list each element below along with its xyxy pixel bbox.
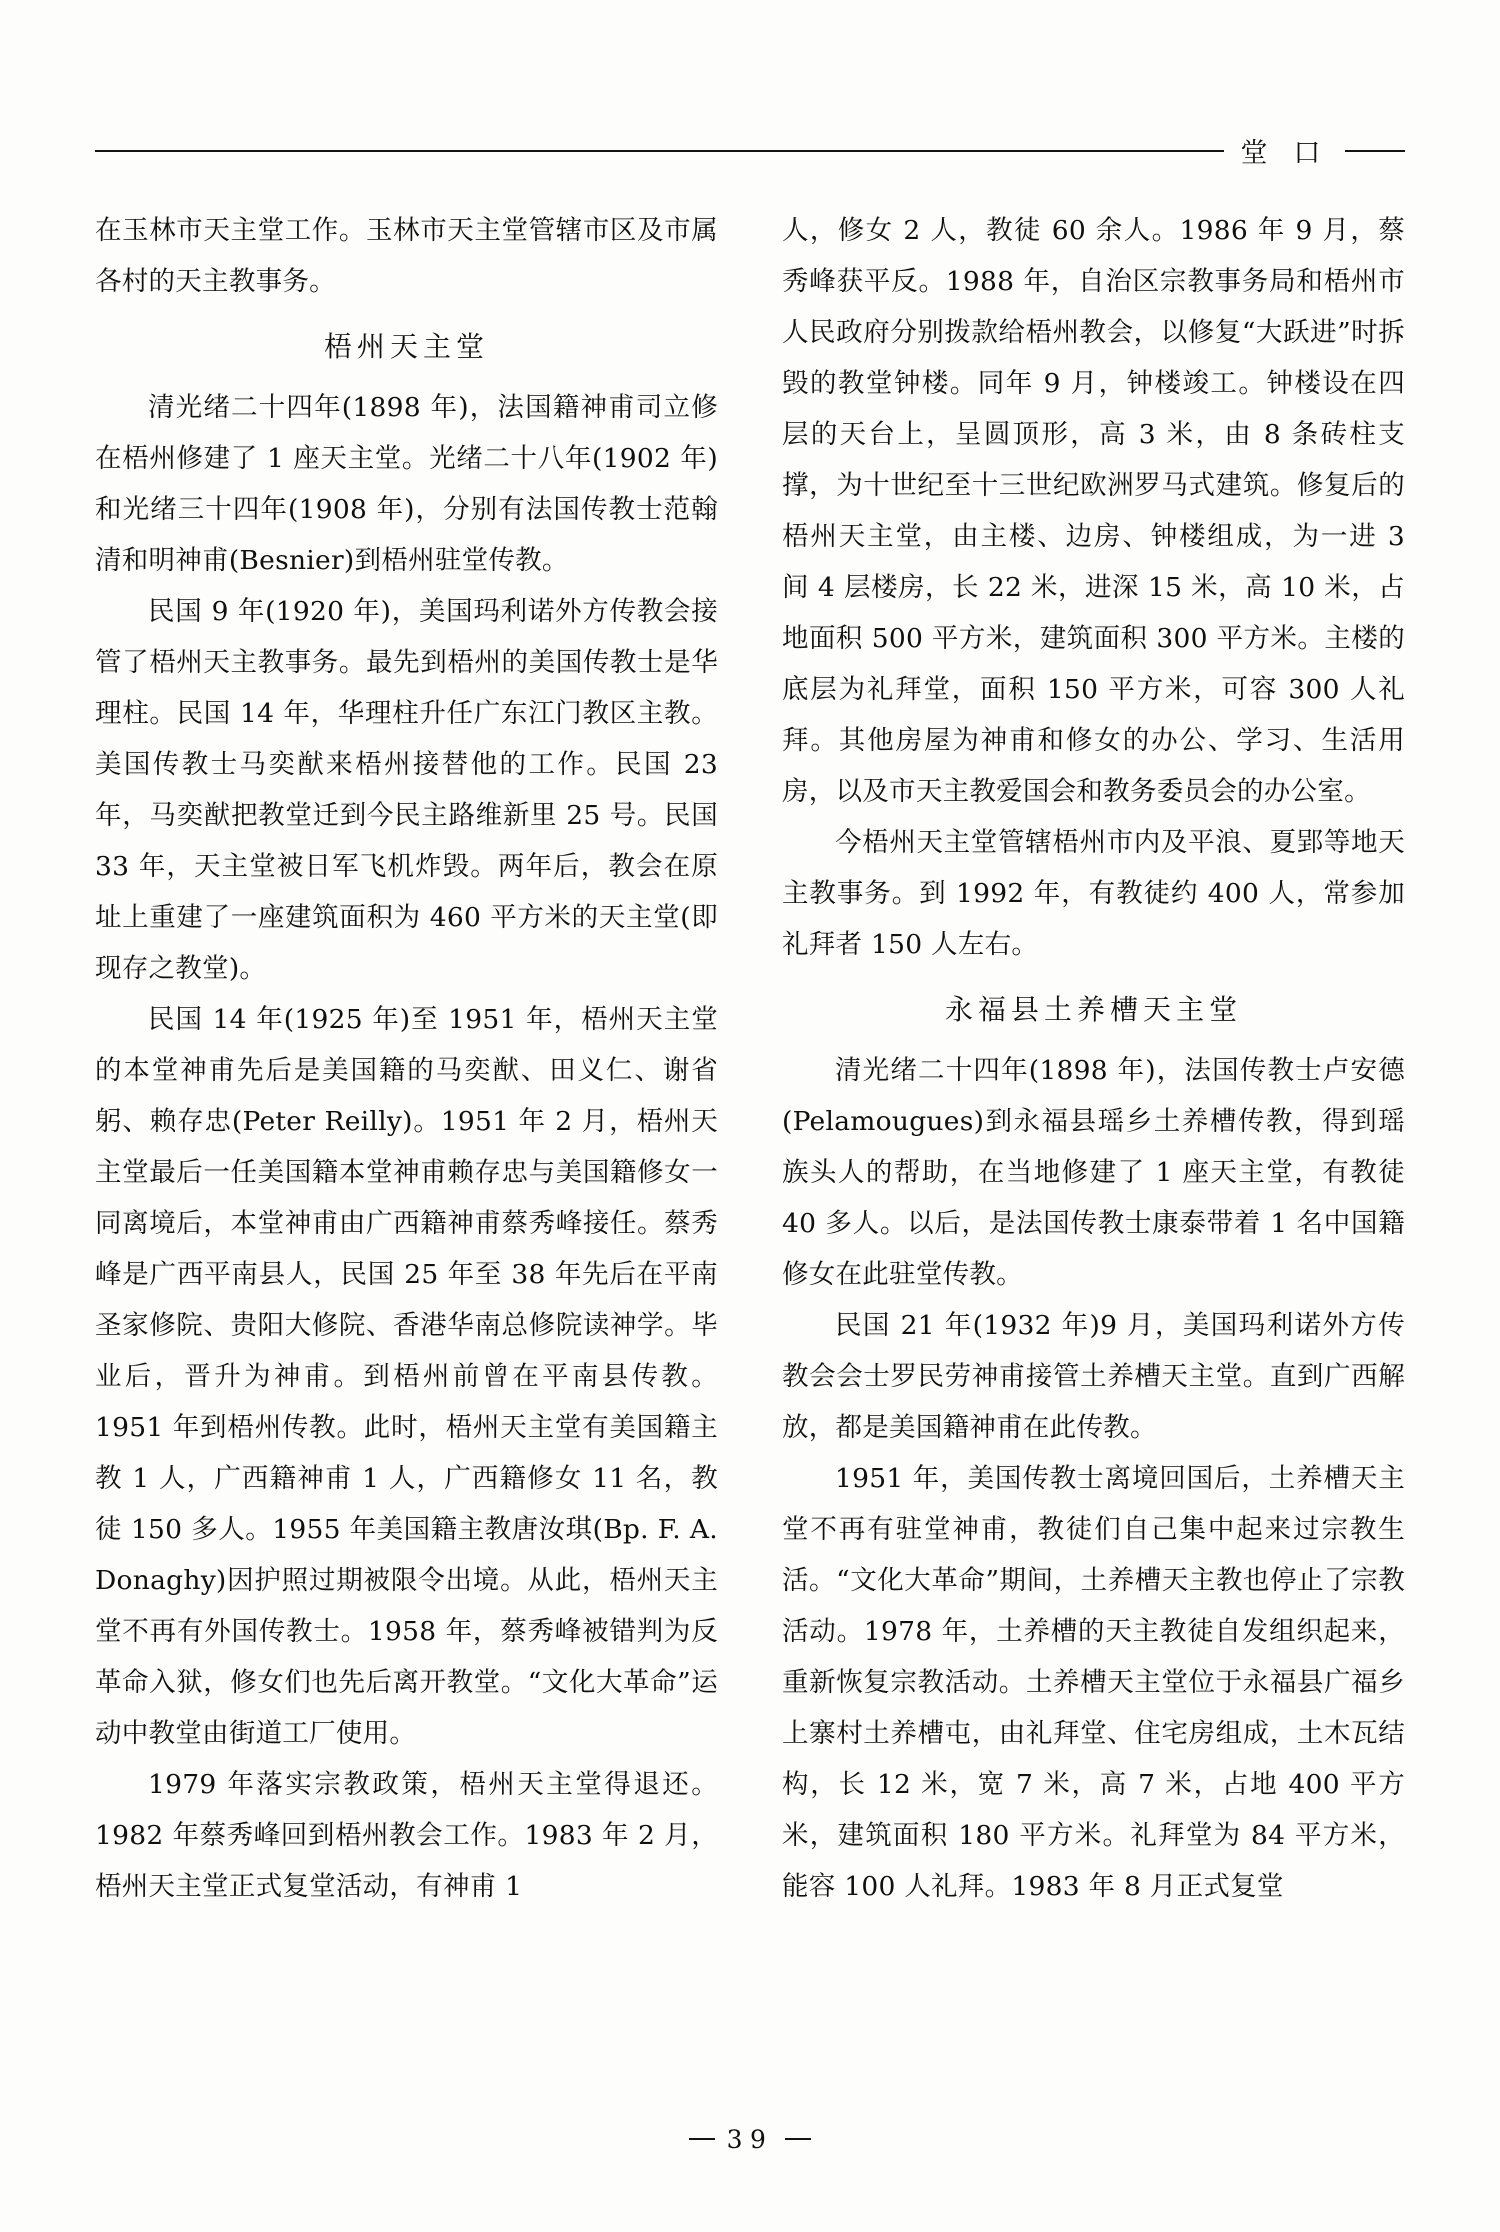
footer-dash-right bbox=[785, 2138, 811, 2140]
header-rule-left bbox=[95, 150, 1224, 152]
paragraph: 清光绪二十四年(1898 年)，法国传教士卢安德(Pelamougues)到永福县瑶乡土养槽传教，得到瑶族头人的帮助，在当地修建了 1 座天主堂，有教徒 40 多人。以后，是法国传教士康泰带着 1 名中国籍修女在此驻堂传教。 bbox=[782, 1055, 1405, 1290]
paragraph: 1979 年落实宗教政策，梧州天主堂得退还。1982 年蔡秀峰回到梧州教会工作。1983 年 2 月，梧州天主堂正式复堂活动，有神甫 1 bbox=[95, 1769, 718, 1902]
paragraph: 民国 14 年(1925 年)至 1951 年，梧州天主堂的本堂神甫先后是美国籍的马奕猷、田义仁、谢省躬、赖存忠(Peter Reilly)。1951 年 2 月，梧州天主堂最后一任美国籍本堂神甫赖存忠与美国籍修女一同离境后，本堂神甫由广西籍神甫蔡秀峰接任。蔡秀峰是广西平南县人，民国 25 年至 38 年先后在平南圣家修院、贵阳大修院、香港华南总修院读神学。毕业后，晋升为神甫。到梧州前曾在平南县传教。1951 年到梧州传教。此时，梧州天主堂有美国籍主教 1 人，广西籍神甫 1 人，广西籍修女 11 名，教徒 150 多人。1955 年美国籍主教唐汝琪(Bp. F. A. Donaghy)因护照过期被限令出境。从此，梧州天主堂不再有外国传教士。1958 年，蔡秀峰被错判为反革命入狱，修女们也先后离开教堂。“文化大革命”运动中教堂由街道工厂使用。 bbox=[95, 1004, 718, 1749]
paragraph: 1951 年，美国传教士离境回国后，土养槽天主堂不再有驻堂神甫，教徒们自己集中起来过宗教生活。“文化大革命”期间，土养槽天主教也停止了宗教活动。1978 年，土养槽的天主教徒自发组织起来，重新恢复宗教活动。土养槽天主堂位于永福县广福乡上寨村土养槽屯，由礼拜堂、住宅房组成，土木瓦结构，长 12 米，宽 7 米，高 7 米，占地 400 平方米，建筑面积 180 平方米。礼拜堂为 84 平方米，能容 100 人礼拜。1983 年 8 月正式复堂 bbox=[782, 1463, 1405, 1902]
page-number: 39 bbox=[726, 2125, 774, 2154]
header-title: 堂 口 bbox=[1240, 137, 1329, 169]
two-column-body bbox=[95, 205, 1405, 1912]
section-heading-wuzhou: 梧州天主堂 bbox=[323, 330, 490, 363]
paragraph: 人，修女 2 人，教徒 60 余人。1986 年 9 月，蔡秀峰获平反。1988 年，自治区宗教事务局和梧州市人民政府分别拨款给梧州教会，以修复“大跃进”时拆毁的教堂钟楼。同年 9 月，钟楼竣工。钟楼设在四层的天台上，呈圆顶形，高 3 米，由 8 条砖柱支撑，为十世纪至十三世纪欧洲罗马式建筑。修复后的梧州天主堂，由主楼、边房、钟楼组成，为一进 3 间 4 层楼房，长 22 米，进深 15 米，高 10 米，占地面积 500 平方米，建筑面积 300 平方米。主楼的底层为礼拜堂，面积 150 平方米，可容 300 人礼拜。其他房屋为神甫和修女的办公、学习、生活用房，以及市天主教爱国会和教务委员会的办公室。 bbox=[782, 215, 1405, 807]
paragraph: 民国 9 年(1920 年)，美国玛利诺外方传教会接管了梧州天主教事务。最先到梧州的美国传教士是华理柱。民国 14 年，华理柱升任广东江门教区主教。美国传教士马奕猷来梧州接替他的工作。民国 23 年，马奕猷把教堂迁到今民主路维新里 25 号。民国 33 年，天主堂被日军飞机炸毁。两年后，教会在原址上重建了一座建筑面积为 460 平方米的天主堂(即现存之教堂)。 bbox=[95, 596, 718, 984]
paragraph: 今梧州天主堂管辖梧州市内及平浪、夏郢等地天主教事务。到 1992 年，有教徒约 400 人，常参加礼拜者 150 人左右。 bbox=[782, 827, 1405, 960]
header-rule-right bbox=[1345, 150, 1405, 152]
section-heading-tuyangcao: 永福县土养槽天主堂 bbox=[944, 993, 1243, 1026]
left-column bbox=[95, 205, 718, 1912]
paragraph: 民国 21 年(1932 年)9 月，美国玛利诺外方传教会会士罗民劳神甫接管土养槽天主堂。直到广西解放，都是美国籍神甫在此传教。 bbox=[782, 1310, 1405, 1443]
footer-dash-left bbox=[689, 2138, 715, 2140]
page-footer bbox=[0, 2125, 1500, 2154]
page-header bbox=[95, 130, 1405, 170]
paragraph: 在玉林市天主堂工作。玉林市天主堂管辖市区及市属各村的天主教事务。 bbox=[95, 215, 718, 297]
right-column bbox=[782, 205, 1405, 1912]
paragraph: 清光绪二十四年(1898 年)，法国籍神甫司立修在梧州修建了 1 座天主堂。光绪二十八年(1902 年)和光绪三十四年(1908 年)，分别有法国传教士范翰清和明神甫(Besnier)到梧州驻堂传教。 bbox=[95, 392, 718, 576]
